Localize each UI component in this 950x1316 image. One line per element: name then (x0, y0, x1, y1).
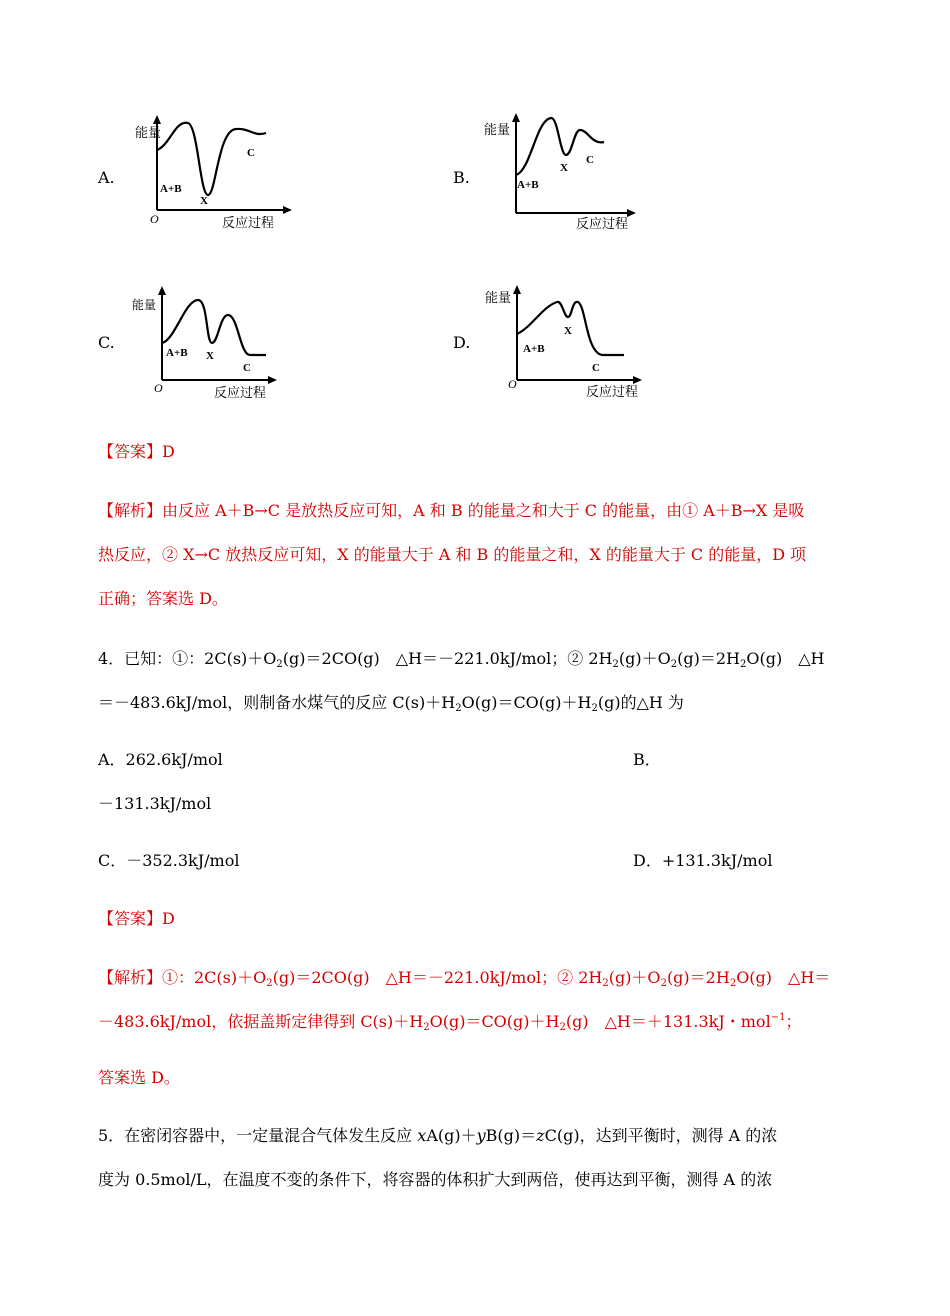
q3-analysis-line: 【解析】由反应 A＋B→C 是放热反应可知，A 和 B 的能量之和大于 C 的能量，由① A＋B→X 是吸 (98, 501, 805, 520)
q4-option-b-value[interactable]: －131.3kJ/mol (98, 794, 212, 813)
energy-diagram (484, 110, 656, 235)
q4-option-c[interactable]: C．－352.3kJ/mol (98, 851, 240, 870)
intermediate-label: X (560, 162, 568, 174)
x-axis-label: 反应过程 (214, 385, 267, 400)
product-label: C (592, 362, 600, 374)
origin-label: O (154, 381, 163, 395)
energy-diagram (132, 285, 290, 405)
option-letter: D. (453, 333, 471, 352)
q4-stem-line1: 4．已知：①：$2C(s)+O_2(g)=2CO(g)$ △H＝－221.0kJ/mol；② $2H_2(g)+O_2(g)=2H_2O(g)$ △H (98, 649, 825, 670)
q4-stem-line2: ＝－483.6kJ/mol，则制备水煤气的反应 $C(s)+H_2O(g)=CO(g)+H_2(g)$的△H 为 (98, 693, 684, 714)
product-label: C (243, 362, 251, 374)
q3-analysis-line: 热反应，② X→C 放热反应可知，X 的能量大于 A 和 B 的能量之和，X 的能量大于 C 的能量，D 项 (98, 545, 807, 564)
q3-analysis-line: 正确；答案选 D。 (98, 589, 228, 608)
q4-analysis-line3: 答案选 D。 (98, 1068, 180, 1087)
y-axis-label: 能量 (135, 125, 162, 140)
y-axis-label: 能量 (132, 298, 157, 312)
q3-answer: 【答案】D (98, 442, 175, 461)
option-letter: A. (98, 168, 115, 187)
y-axis-label: 能量 (485, 290, 512, 305)
x-axis-label: 反应过程 (586, 384, 639, 399)
intermediate-label: X (206, 350, 214, 362)
q5-stem-line2: 度为 0.5mol/L，在温度不变的条件下，将容器的体积扩大到两倍，使再达到平衡，测得 A 的浓 (98, 1170, 773, 1189)
q4-analysis-line1: 【解析】①：$2C(s)+O_2(g)=2CO(g)$ △H＝－221.0kJ/mol；② $2H_2(g)+O_2(g)=2H_2O(g)$ △H＝ (98, 968, 831, 989)
q4-option-b[interactable]: B． (633, 750, 661, 769)
energy-diagram (135, 115, 300, 235)
reactants-label: A+B (160, 183, 182, 195)
intermediate-label: X (564, 325, 572, 337)
reactants-label: A+B (166, 347, 188, 359)
option-letter: B. (453, 168, 470, 187)
origin-label: O (150, 212, 159, 226)
x-axis-label: 反应过程 (222, 215, 275, 230)
q5-stem-line1: 5．在密闭容器中，一定量混合气体发生反应 xA(g)＋yB(g)＝zC(g)，达到平衡时，测得 A 的浓 (98, 1126, 778, 1145)
q4-option-d[interactable]: D．+131.3kJ/mol (633, 851, 773, 870)
y-axis-label: 能量 (484, 122, 511, 137)
reactants-label: A+B (523, 343, 545, 355)
energy-diagram (482, 282, 657, 407)
origin-label: O (508, 377, 517, 391)
q4-option-a[interactable]: A．262.6kJ/mol (98, 750, 223, 769)
option-letter: C. (98, 333, 115, 352)
reactants-label: A+B (517, 179, 539, 191)
x-axis-label: 反应过程 (576, 216, 629, 231)
q4-analysis-line2: －483.6kJ/mol，依据盖斯定律得到 $C(s)+H_2O(g)=CO(g)+H_2(g)$ △H＝＋131.3kJ・mol$^{-1}$； (98, 1012, 802, 1033)
q4-answer: 【答案】D (98, 909, 175, 928)
product-label: C (586, 154, 594, 166)
intermediate-label: X (200, 195, 208, 207)
product-label: C (247, 147, 255, 159)
